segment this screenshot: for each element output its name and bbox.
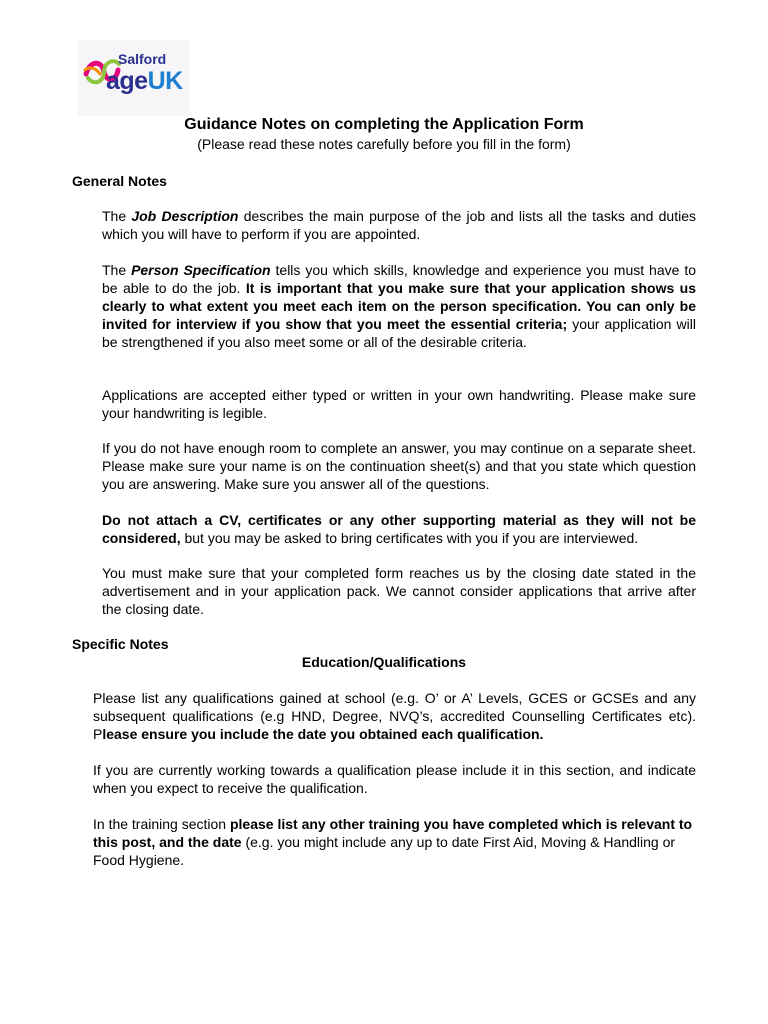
education-qualifications-heading: Education/Qualifications <box>301 654 467 670</box>
text-run: The <box>102 262 132 278</box>
logo-text-uk: UK <box>147 67 183 95</box>
general-paragraph-person-specification <box>102 261 696 351</box>
age-uk-logo <box>78 40 190 116</box>
specific-paragraph-training <box>93 815 696 869</box>
emphasis-essential-criteria: It is important that you make sure that your application shows us clearly to what extent you meet each item on the person specification. You can only be invited for interview if you show that you meet the essential criteria; <box>102 280 696 332</box>
general-paragraph-continuation-sheet: If you do not have enough room to complete an answer, you may continue on a separate sheet. Please make sure your name is on the continuation sheet(s) and that you state which question you are answering. Make sure you answer all of the questions. <box>102 440 696 492</box>
general-paragraph-job-description <box>102 207 696 243</box>
logo-text-age-uk <box>106 67 183 96</box>
emphasis-other-training: please list any other training you have completed which is relevant to this post, and the date <box>93 816 693 850</box>
document-title: Guidance Notes on completing the Application Form <box>184 116 584 133</box>
text-run: but you may be asked to bring certificates with you if you are interviewed. <box>180 530 639 546</box>
specific-paragraph-working-towards: If you are currently working towards a qualification please include it in this section, and indicate when you expect to receive the qualification. <box>93 762 696 796</box>
text-run: The <box>102 208 132 224</box>
logo-text-salford: Salford <box>118 51 167 67</box>
general-notes-heading: General Notes <box>72 173 167 189</box>
general-paragraph-handwriting: Applications are accepted either typed or written in your own handwriting. Please make sure your handwriting is legible. <box>102 387 696 421</box>
document-subtitle: (Please read these notes carefully before you fill in the form) <box>197 136 571 152</box>
emphasis-include-date: lease ensure you include the date you obtained each qualification. <box>102 726 544 742</box>
emphasis-no-cv: Do not attach a CV, certificates or any other supporting material as they will not be considered, <box>102 512 696 546</box>
text-run: Please list any qualifications gained at school (e.g. O’ or A’ Levels, GCES or GCSEs and any subsequent qualifications (e.g HND, Degree, NVQ’s, accredited Counselling Certificates etc). P <box>93 690 696 742</box>
text-run: tells you which skills, knowledge and experience you must have to be able to do the job. <box>102 262 697 296</box>
logo-text-age: age <box>106 67 148 95</box>
text-run: (e.g. you might include any up to date First Aid, Moving & Handling or Food Hygiene. <box>93 834 676 868</box>
specific-paragraph-qualifications <box>93 689 696 743</box>
text-run: In the training section <box>93 816 230 832</box>
term-person-specification: Person Specification <box>131 262 271 278</box>
term-job-description: Job Description <box>131 208 239 224</box>
text-run: describes the main purpose of the job and lists all the tasks and duties which you will have to perform if you are appointed. <box>102 208 696 242</box>
general-paragraph-no-cv <box>102 511 696 547</box>
specific-notes-heading: Specific Notes <box>72 636 169 652</box>
text-run: your application will be strengthened if you also meet some or all of the desirable criteria. <box>102 316 696 350</box>
general-paragraph-closing-date: You must make sure that your completed form reaches us by the closing date stated in the advertisement and in your application pack. We cannot consider applications that arrive after the closing date. <box>102 565 696 617</box>
